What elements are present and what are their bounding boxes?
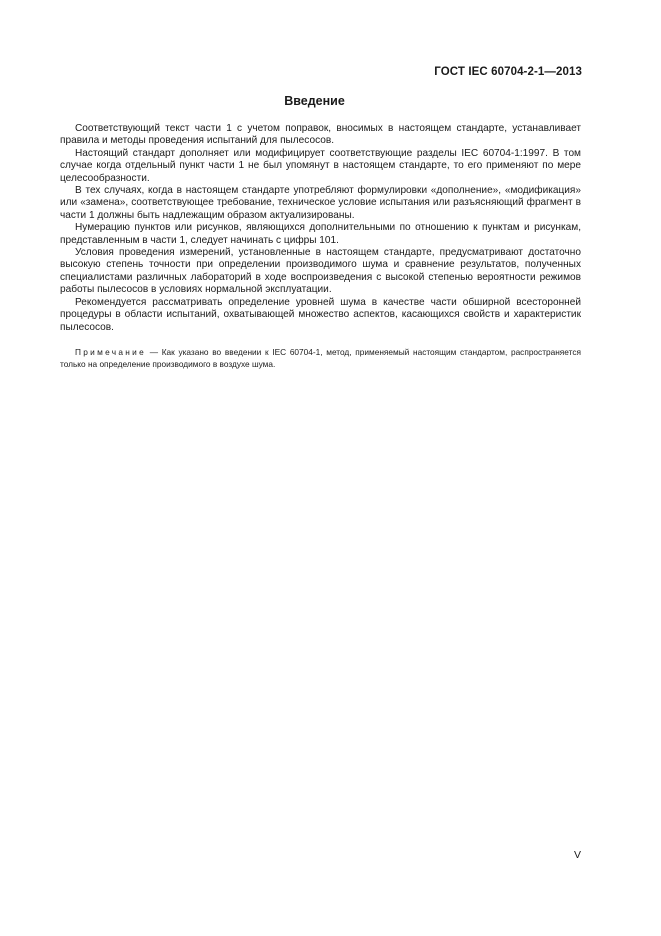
section-title: Введение <box>284 94 345 108</box>
paragraph: Рекомендуется рассматривать определение уровней шума в качестве части обширной всесторонней процедуры в области испытаний, охватывающей множество аспектов, касающихся свойств и характеристик пылесосов. <box>60 296 581 333</box>
paragraph: Нумерацию пунктов или рисунков, являющихся дополнительными по отношению к пунктам и рисункам, представленным в части 1, следует начинать с цифры 101. <box>60 222 581 246</box>
note <box>60 346 581 370</box>
page-number: V <box>574 849 582 861</box>
paragraph: Настоящий стандарт дополняет или модифицирует соответствующие разделы IEC 60704-1:1997. В том случае когда отдельный пункт части 1 не был упомянут в настоящем стандарте, то его применяют по мере целесообразности. <box>60 147 581 184</box>
body-text <box>60 123 581 334</box>
note-label: Примечание <box>75 347 147 357</box>
paragraph: Условия проведения измерений, установленные в настоящем стандарте, предусматривают достаточно высокую степень точности при определении производимого шума и сравнение результатов, полученных специалистами различных лабораторий в ходе воспроизведения с высокой степенью вероятности режимов работы пылесосов в условиях нормальной эксплуатации. <box>60 247 581 296</box>
standard-code: ГОСТ IEC 60704-2-1—2013 <box>434 66 582 78</box>
paragraph: Соответствующий текст части 1 с учетом поправок, вносимых в настоящем стандарте, устанавливает правила и методы проведения испытаний для пылесосов. <box>60 123 581 147</box>
note-text: — Как указано во введении к IEC 60704-1, метод, применяемый настоящим стандартом, распространяется только на определение производимого в воздухе шума. <box>60 347 581 369</box>
paragraph: В тех случаях, когда в настоящем стандарте употребляют формулировки «дополнение», «модификация» или «замена», соответствующее требование, техническое условие испытания или разъясняющий фрагмент в части 1 должны быть надлежащим образом актуализированы. <box>60 185 581 221</box>
